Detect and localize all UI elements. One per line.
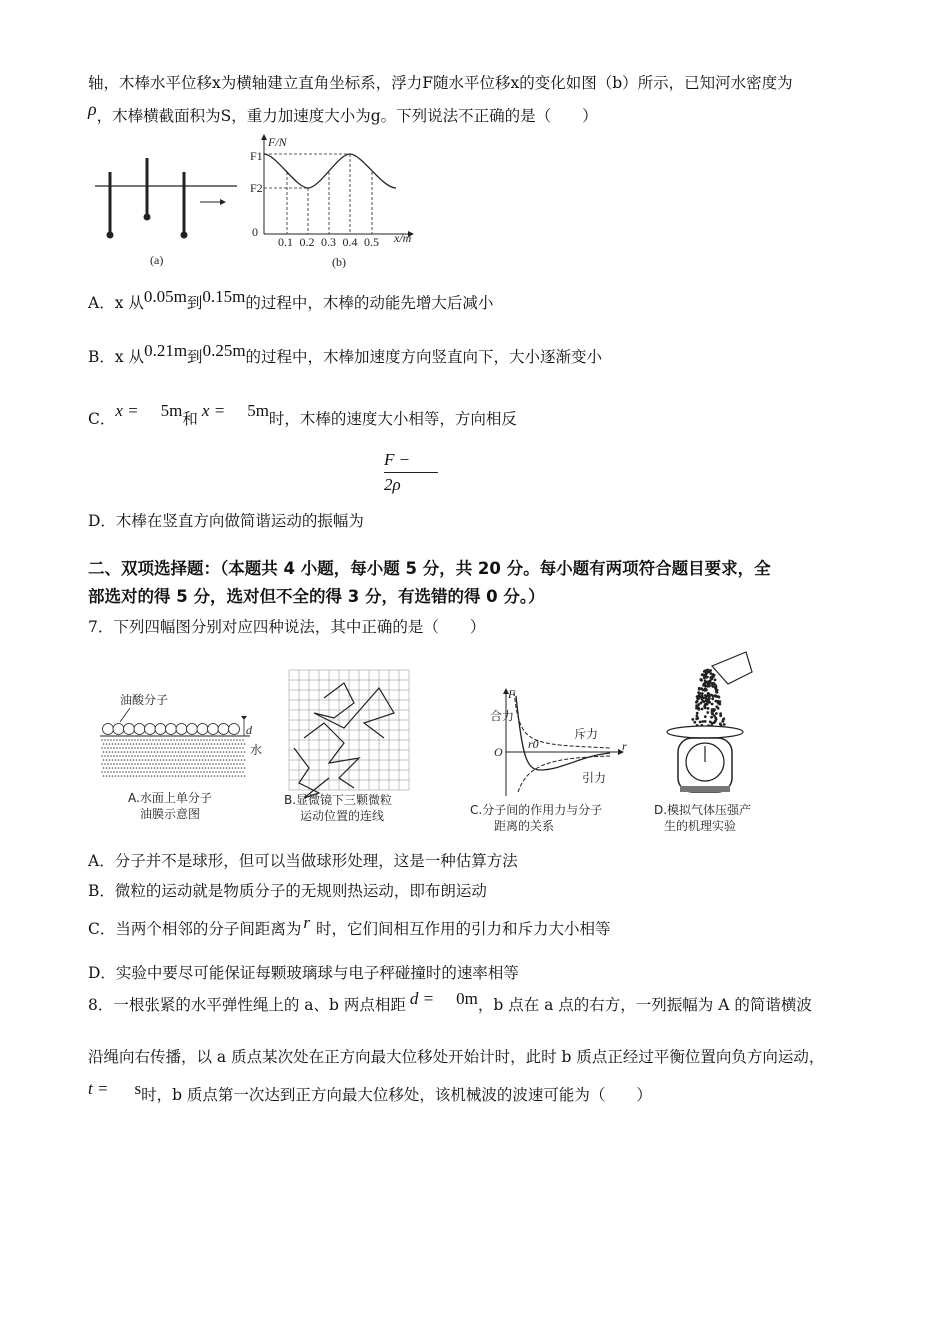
figA-cap1: A.水面上单分子 [128,791,212,805]
opt-c-x1: x = [115,401,139,420]
q8-line3 [88,1079,652,1106]
opt-d-fraction [384,450,444,495]
q8-t-eq: t = [88,1079,109,1098]
figA-cap2: 油膜示意图 [140,807,201,821]
figC-F: F [508,687,516,701]
figC-cap1: C.分子间的作用力与分子 [470,803,603,817]
q6-stem-line2 [88,99,598,127]
q7-option-a[interactable]: A．分子并不是球形，但可以当做球形处理，这是一种估算方法 [88,852,518,870]
q7-option-d[interactable]: D．实验中要尽可能保证每颗玻璃球与电子秤碰撞时的速率相等 [88,964,519,982]
opt-c-text: 时，木棒的速度大小相等，方向相反 [268,410,517,428]
q7-figure-b [284,668,414,838]
q8-pre: 8．一根张紧的水平弹性绳上的 a、b 两点相距 [88,996,406,1014]
figC-r0: r0 [528,737,539,751]
graph-F2-label: F2 [250,181,263,195]
q6-option-c[interactable] [88,401,517,430]
q6-stem-line2-text: ，木棒横截面积为S，重力加速度大小为g。下列说法不正确的是（ ） [96,107,598,125]
q7-option-c[interactable] [88,913,611,940]
q8-d-eq: d = [409,989,435,1008]
figC-rep: 斥力 [574,727,599,741]
q7-opt-c-text: 时，它们间相互作用的引力和斥力大小相等 [316,920,611,938]
figB-cap1: B.显微镜下三颗微粒 [284,793,393,807]
opt-a-prefix: A．x 从 [88,294,144,312]
graph-tick-label: 0.3 [321,235,336,249]
opt-a-value2: 0.15m [202,287,246,306]
figA-d: d [246,723,252,737]
figC-net: 合力 [490,709,515,723]
q7-opt-c-r: r [303,913,310,932]
q6-option-a[interactable] [88,287,494,314]
section2-heading-line2: 部选对的得 5 分，选对但不全的得 3 分，有选错的得 0 分。） [88,587,545,606]
q8-line2: 沿绳向右传播，以 a 质点某次处在正方向最大位移处开始计时，此时 b 质点正经过平衡位置向负方向运动， [88,1048,825,1066]
q7-option-b[interactable]: B．微粒的运动就是物质分子的无规则热运动，即布朗运动 [88,882,487,900]
figC-O: O [494,745,503,759]
figA-water: 水 [250,743,263,757]
opt-c-x2: x = [201,401,226,420]
fig-a-label: (a) [150,253,164,267]
graph-origin: 0 [252,225,258,239]
q7-figure-c [470,686,630,838]
fraction-numerator: F − [384,450,411,469]
figC-cap2: 距离的关系 [494,819,555,833]
q8-line1 [88,989,812,1016]
graph-F1-label: F1 [250,149,263,163]
opt-b-value2: 0.25m [202,341,246,360]
q8-post: ，b 点在 a 点的右方，一列振幅为 A 的简谐横波 [477,996,812,1014]
figB-cap2: 运动位置的连线 [300,809,385,823]
rho-symbol: ρ [88,99,97,119]
q8-d-val: 0m [456,989,478,1008]
opt-b-text: 的过程中，木棒加速度方向竖直向下，大小逐渐变小 [245,348,603,366]
fraction-denominator: 2ρ [384,475,401,494]
section2-heading-line1: 二、双项选择题：（本题共 4 小题，每小题 5 分，共 20 分。每小题有两项符合题目要求，全 [88,559,771,578]
figC-r: r [622,739,627,753]
opt-b-prefix: B．x 从 [88,348,145,366]
opt-b-mid: 到 [187,348,203,366]
opt-a-text: 的过程中，木棒的动能先增大后减小 [245,294,494,312]
q6-option-d[interactable]: D．木棒在竖直方向做简谐运动的振幅为 [88,512,364,530]
q6-stem-line1: 轴，木棒水平位移x为横轴建立直角坐标系，浮力F随水平位移x的变化如图（b）所示，已知河水密度为 [88,74,793,92]
opt-c-value2: 5m [247,401,269,420]
graph-tick-label: 0.5 [364,235,379,249]
q7-stem: 7．下列四幅图分别对应四种说法，其中正确的是（ ） [88,618,486,636]
opt-a-mid: 到 [186,294,203,312]
q6-option-b[interactable] [88,341,603,368]
q8-line3-text: 时，b 质点第一次达到正方向最大位移处，该机械波的波速可能为（ ） [141,1086,652,1104]
fig-b-label: (b) [332,255,346,269]
q7-figure-a [100,688,270,838]
figD-cap1: D.模拟气体压强产 [654,803,752,817]
buoyancy-curve [264,154,396,188]
opt-c-and: 和 [182,410,198,428]
opt-b-value1: 0.21m [144,341,188,360]
q8-t-val: s [134,1079,142,1098]
graph-ylabel: F/N [268,135,287,149]
q6-figure-a [92,150,242,270]
graph-xlabel: x/m [394,231,412,245]
graph-tick-label: 0.2 [299,235,315,249]
q7-figure-d [650,644,780,838]
figA-label: 油酸分子 [120,693,169,707]
figD-cap2: 生的机理实验 [664,819,737,833]
graph-tick-label: 0.1 [278,235,293,249]
opt-c-prefix: C． [88,410,116,428]
opt-c-value1: 5m [160,401,183,420]
figC-att: 引力 [582,771,607,785]
graph-tick-label: 0.4 [342,235,358,249]
q6-figure-b-graph [248,134,428,270]
q7-opt-c-prefix: C．当两个相邻的分子间距离为 [88,920,302,938]
opt-a-value1: 0.05m [143,287,187,306]
